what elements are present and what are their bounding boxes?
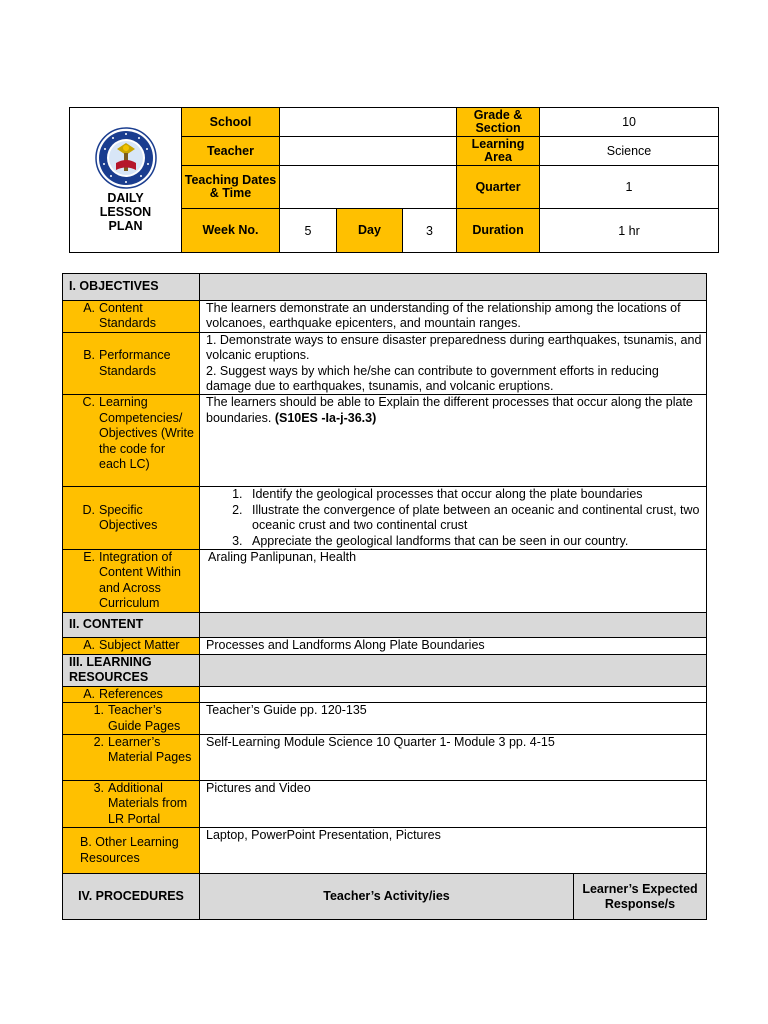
performance-standard-1: 1. Demonstrate ways to ensure disaster preparedness during earthquakes, tsunamis, and volcanic eruptions.: [206, 332, 702, 363]
references-label: [63, 686, 200, 702]
other-resources-text[interactable]: Laptop, PowerPoint Presentation, Pictures: [200, 828, 707, 874]
learners-response-header: Learner’s Expected Response/s: [574, 874, 707, 920]
week-no-value[interactable]: 5: [280, 209, 337, 253]
content-standards-label: [63, 301, 200, 333]
learning-resources-heading-fill: [200, 654, 707, 686]
learning-area-label: Learning Area: [457, 137, 540, 166]
teachers-guide-text[interactable]: Teacher’s Guide pp. 120-135: [200, 703, 707, 735]
content-standards-label-text: Content Standards: [99, 301, 156, 331]
learners-material-label-text: Learner’s Material Pages: [108, 734, 192, 765]
subject-matter-letter: A.: [83, 637, 95, 652]
integration-text[interactable]: Araling Panlipunan, Health: [200, 550, 707, 613]
content-heading: II. CONTENT: [63, 612, 200, 637]
competency-code: (S10ES -Ia-j-36.3): [274, 410, 377, 425]
specific-objective-3: 3. Appreciate the geological landforms that can be seen in our country.: [246, 534, 706, 549]
specific-objectives-letter: D.: [82, 502, 95, 517]
references-letter: A.: [83, 686, 95, 701]
content-heading-fill: [200, 612, 707, 637]
procedures-heading: IV. PROCEDURES: [63, 874, 200, 920]
grade-section-label: Grade & Section: [457, 108, 540, 137]
competencies-text[interactable]: [200, 395, 707, 487]
teachers-activity-header: Teacher’s Activity/ies: [200, 874, 574, 920]
specific-objectives-label-text: Specific Objectives: [99, 502, 158, 533]
duration-value[interactable]: 1 hr: [540, 209, 719, 253]
grade-section-value[interactable]: 10: [540, 108, 719, 137]
performance-standards-label: [63, 332, 200, 395]
specific-objectives-list[interactable]: [200, 487, 707, 550]
learners-material-label: [63, 734, 200, 780]
learners-material-text[interactable]: Self-Learning Module Science 10 Quarter 1- Module 3 pp. 4-15: [200, 734, 707, 780]
teachers-guide-num: 1.: [93, 703, 104, 718]
competencies-label-text: Learning Competencies/ Objectives (Write the code for each LC): [99, 395, 194, 472]
deped-seal-icon: [95, 127, 157, 189]
additional-materials-num: 3.: [93, 780, 104, 795]
header-table: [69, 107, 719, 253]
school-value[interactable]: [280, 108, 457, 137]
specific-objectives-label: [63, 487, 200, 550]
title-line-2: LESSON: [99, 205, 152, 219]
performance-standards-label-text: Performance Standards: [99, 348, 171, 378]
teaching-dates-label: Teaching Dates & Time: [182, 166, 280, 209]
title-line-3: PLAN: [108, 219, 143, 233]
performance-standards-text[interactable]: [200, 332, 707, 395]
quarter-label: Quarter: [457, 166, 540, 209]
other-resources-label: [63, 828, 200, 874]
integration-label: [63, 550, 200, 613]
school-label: School: [182, 108, 280, 137]
day-value[interactable]: 3: [403, 209, 457, 253]
performance-standard-2: 2. Suggest ways by which he/she can contribute to government efforts in reducing damage due to earthquakes, tsunamis, and volcanic eruptions.: [206, 363, 659, 394]
quarter-value[interactable]: 1: [540, 166, 719, 209]
integration-label-text: Integration of Content Within and Across Curriculum: [99, 550, 181, 611]
additional-materials-label: [63, 780, 200, 827]
objectives-heading-fill: [200, 274, 707, 301]
learning-resources-heading: III. LEARNING RESOURCES: [63, 654, 200, 686]
references-value[interactable]: [200, 686, 707, 702]
learners-material-num: 2.: [93, 734, 104, 749]
logo-cell: [70, 108, 182, 253]
title-line-1: DAILY: [107, 191, 144, 205]
learning-area-value[interactable]: Science: [540, 137, 719, 166]
content-standards-letter: A.: [83, 301, 95, 315]
references-label-text: References: [99, 686, 163, 701]
day-label: Day: [337, 209, 403, 253]
objectives-heading: I. OBJECTIVES: [63, 274, 200, 301]
teachers-guide-label-text: Teacher’s Guide Pages: [108, 703, 181, 733]
integration-letter: E.: [83, 550, 95, 565]
daily-lesson-plan-title: [100, 191, 151, 233]
other-resources-label-text: B. Other Learning Resources: [80, 835, 179, 865]
subject-matter-label-text: Subject Matter: [99, 637, 180, 652]
specific-objective-2: 2. Illustrate the convergence of plate between an oceanic and continental crust, two oceanic crust and two continental crust: [246, 503, 706, 534]
competencies-letter: C.: [82, 395, 95, 410]
performance-standards-letter: B.: [83, 348, 95, 363]
competencies-label: [63, 395, 200, 487]
specific-objective-1: 1. Identify the geological processes that occur along the plate boundaries: [246, 487, 706, 502]
teachers-guide-label: [63, 703, 200, 735]
content-standards-text[interactable]: The learners demonstrate an understanding of the relationship among the locations of volcanoes, earthquake epicenters, and mountain ranges.: [200, 301, 707, 333]
teacher-value[interactable]: [280, 137, 457, 166]
week-no-label: Week No.: [182, 209, 280, 253]
competencies-sentence: The learners should be able to Explain the different processes that occur along the plate boundaries.: [206, 395, 693, 425]
lesson-plan-table: [62, 273, 707, 920]
subject-matter-text[interactable]: Processes and Landforms Along Plate Boundaries: [200, 637, 707, 654]
teacher-label: Teacher: [182, 137, 280, 166]
additional-materials-text[interactable]: Pictures and Video: [200, 780, 707, 827]
teaching-dates-value[interactable]: [280, 166, 457, 209]
duration-label: Duration: [457, 209, 540, 253]
additional-materials-label-text: Additional Materials from LR Portal: [108, 780, 188, 826]
subject-matter-label: [63, 637, 200, 654]
